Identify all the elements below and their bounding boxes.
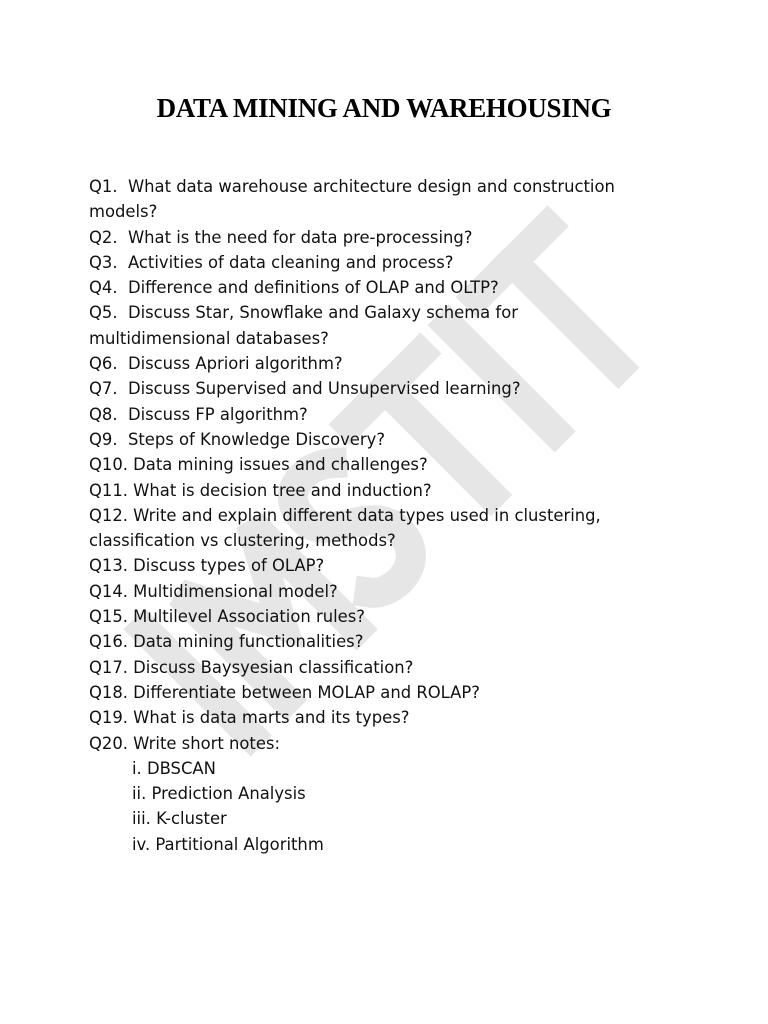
question-line: Q8. Discuss FP algorithm? — [89, 404, 308, 424]
question-line: Q10. Data mining issues and challenges? — [89, 455, 428, 475]
question-line: Q5. Discuss Star, Snowflake and Galaxy schema for — [89, 303, 518, 323]
question-list — [89, 174, 689, 857]
sub-item: ii. Prediction Analysis — [132, 784, 306, 804]
question-line: Q6. Discuss Apriori algorithm? — [89, 354, 343, 374]
question-line: Q14. Multidimensional model? — [89, 581, 338, 601]
question-line: Q16. Data mining functionalities? — [89, 632, 364, 652]
question-line: Q17. Discuss Baysyesian classification? — [89, 657, 414, 677]
question-line: Q13. Discuss types of OLAP? — [89, 556, 325, 576]
question-line: multidimensional databases? — [89, 328, 329, 348]
question-line: models? — [89, 202, 158, 222]
question-line: Q9. Steps of Knowledge Discovery? — [89, 429, 386, 449]
question-line: Q11. What is decision tree and induction? — [89, 480, 432, 500]
sub-item: iii. K-cluster — [132, 809, 227, 829]
question-line: Q18. Differentiate between MOLAP and ROLAP? — [89, 682, 480, 702]
question-line: Q3. Activities of data cleaning and process? — [89, 252, 454, 272]
question-line: Q7. Discuss Supervised and Unsupervised learning? — [89, 379, 521, 399]
question-line: Q15. Multilevel Association rules? — [89, 607, 365, 627]
question-line: Q2. What is the need for data pre-processing? — [89, 227, 473, 247]
question-line: Q12. Write and explain different data types used in clustering, — [89, 505, 601, 525]
question-line: Q4. Difference and definitions of OLAP and OLTP? — [89, 278, 499, 298]
question-line: classification vs clustering, methods? — [89, 531, 396, 551]
sub-item: i. DBSCAN — [132, 758, 216, 778]
document-title: DATA MINING AND WAREHOUSING — [156, 93, 612, 123]
sub-item: iv. Partitional Algorithm — [132, 834, 324, 854]
question-line: Q20. Write short notes: — [89, 733, 280, 753]
question-line: Q19. What is data marts and its types? — [89, 708, 410, 728]
question-line: Q1. What data warehouse architecture design and construction — [89, 177, 615, 196]
